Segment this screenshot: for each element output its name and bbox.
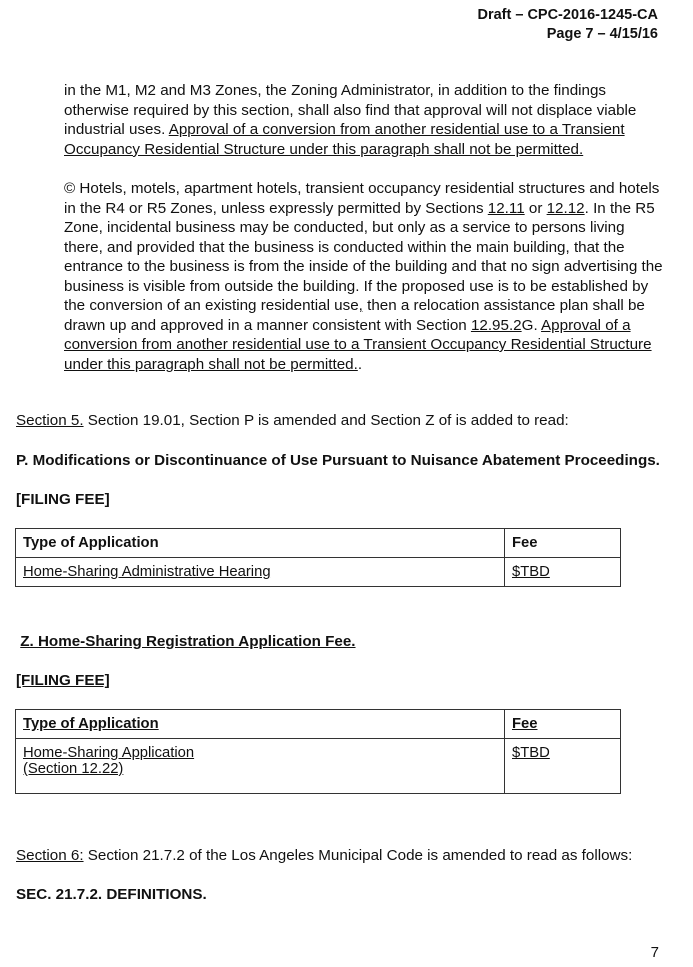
filing-fee-label: [FILING FEE] [16,672,110,689]
section-text: Section 19.01, Section P is amended and Section Z of is added to read: [83,412,569,429]
column-header: Type of Application [16,529,505,558]
fee-cell: $TBD [505,739,621,794]
heading-text: Z. Home-Sharing Registration Application Fee. [20,633,356,650]
table-header-row [16,710,621,739]
filing-fee-label: [FILING FEE] [16,491,110,508]
section-label: Section 5. [16,412,84,429]
column-header: Fee [505,710,621,739]
table-row [16,739,621,794]
table-header-row [16,529,621,558]
amendment-text: Approval of a conversion from another residential use to a Transient Occupancy Residential Structure under this paragraph shall not be permitted. [64,121,625,158]
sec-heading: SEC. 21.7.2. DEFINITIONS. [16,886,207,903]
page-header [477,6,658,44]
section-label: Section 6: [16,847,84,864]
application-section: (Section 12.22) [23,761,124,777]
application-type-cell [16,739,505,794]
application-name: Home-Sharing Application [23,745,195,761]
page-number: 7 [650,944,659,961]
fee-table-hearing [15,528,621,587]
deleted-comma: , [358,297,363,314]
section-5-line [16,411,569,430]
heading-p: P. Modifications or Discontinuance of Use Pursuant to Nuisance Abatement Proceedings. [16,452,660,469]
fee-cell: $TBD [505,558,621,587]
paragraph-hotels [64,179,664,374]
heading-z [16,632,356,651]
section-ref-link[interactable]: 12.11 [487,199,525,217]
paragraph-text: . In the R5 Zone, incidental business may be conducted, but only as a service to persons living there, and provided that the business is conducted within the main building, that the entrance to the business is from the inside of the building and that no sign advertising the business is visible from outside the building. If the proposed use is to be established by the conversion of an existing residential use [64,199,663,314]
draft-id: Draft – CPC-2016-1245-CA [477,7,658,23]
column-header: Fee [505,529,621,558]
paragraph-text: . [357,355,363,373]
section-ref-link[interactable]: 12.95.2 [470,316,522,334]
paragraph-industrial-zones [64,81,664,159]
section-ref-link[interactable]: 12.12 [546,199,585,217]
table-row [16,558,621,587]
paragraph-text: or [524,199,547,217]
amendment-text: Approval of a conversion from another residential use to a Transient Occupancy Residential Structure under this paragraph shall not be permitted. [64,316,652,373]
section-text: Section 21.7.2 of the Los Angeles Municipal Code is amended to read as follows: [83,847,633,864]
paragraph-text: © Hotels, motels, apartment hotels, transient occupancy residential structures and hotels in the R4 or R5 Zones, unless expressly permitted by Sections [64,180,660,217]
paragraph-text: G. [521,316,542,334]
application-type-cell: Home-Sharing Administrative Hearing [16,558,505,587]
column-header: Type of Application [16,710,505,739]
fee-table-registration [15,709,621,794]
page-date: Page 7 – 4/15/16 [546,26,658,42]
paragraph-text: then a relocation assistance plan shall be drawn up and approved in a manner consistent with Section [64,297,645,334]
section-6-line [16,846,632,865]
paragraph-text: in the M1, M2 and M3 Zones, the Zoning Administrator, in addition to the findings otherwise required by this section, shall also find that approval will not displace viable industrial uses. [64,82,637,138]
